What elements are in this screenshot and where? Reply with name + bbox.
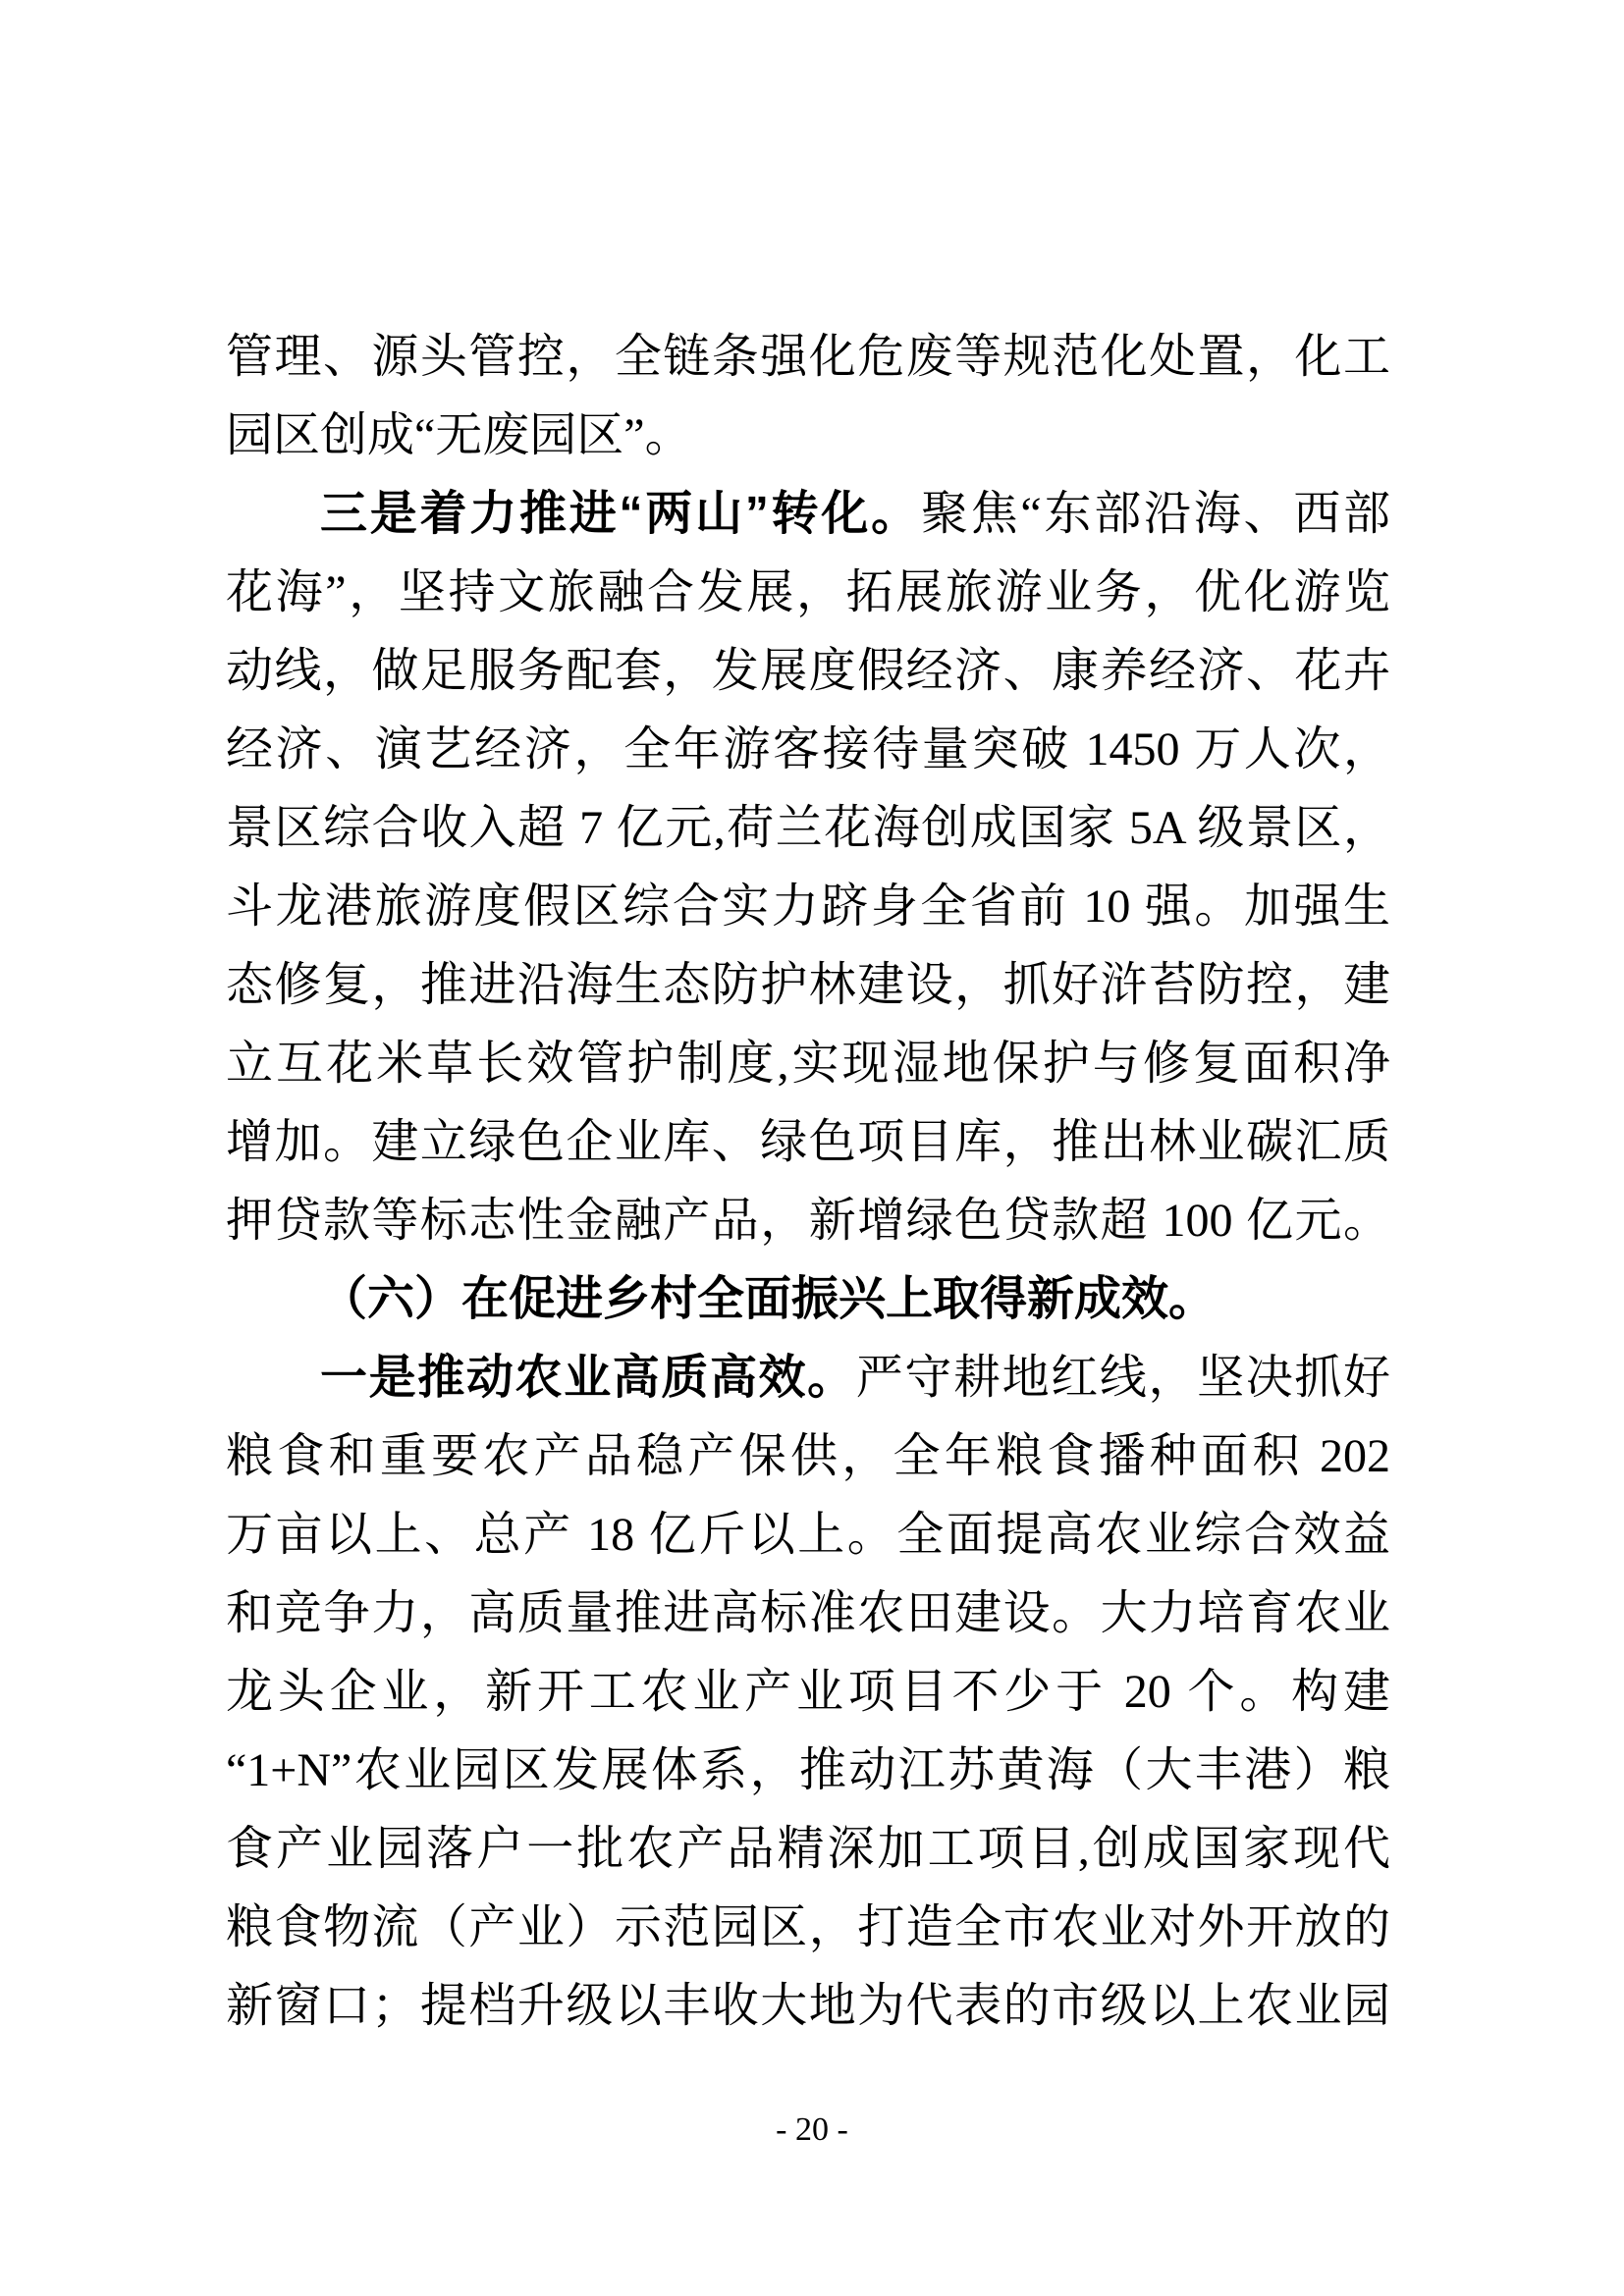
body-text — [226, 318, 1390, 2046]
text-segment: 管理、源头管控，全链条强化危废等规范化处置，化工 — [226, 331, 1390, 383]
text-segment: 花海”，坚持文旅融合发展，拓展旅游业务，优化游览 — [226, 566, 1390, 618]
text-line — [226, 1889, 1390, 1967]
text-line — [226, 554, 1390, 632]
text-line — [226, 632, 1390, 711]
text-segment: 态修复，推进沿海生态防护林建设，抓好浒苔防控，建 — [226, 959, 1390, 1011]
text-segment: 聚焦“东部沿海、西部 — [920, 488, 1390, 540]
text-segment: 粮食和重要农产品稳产保供，全年粮食播种面积 202 — [226, 1430, 1390, 1482]
text-segment: 立互花米草长效管护制度,实现湿地保护与修复面积净 — [226, 1038, 1390, 1090]
text-segment: 龙头企业，新开工农业产业项目不少于 20 个。构建 — [226, 1666, 1390, 1718]
text-segment: 万亩以上、总产 18 亿斤以上。全面提高农业综合效益 — [226, 1509, 1390, 1561]
text-line — [226, 1496, 1390, 1575]
text-line — [226, 397, 1390, 475]
text-segment: 押贷款等标志性金融产品，新增绿色贷款超 100 亿元。 — [226, 1195, 1390, 1247]
text-segment: 园区创成“无废园区”。 — [226, 409, 692, 461]
bold-text-segment: 三是着力推进“两山”转化。 — [320, 488, 921, 540]
text-line — [226, 1967, 1390, 2046]
text-line — [226, 868, 1390, 946]
text-segment: 经济、演艺经济，全年游客接待量突破 1450 万人次， — [226, 723, 1390, 775]
text-line — [226, 1339, 1390, 1417]
text-segment: 增加。建立绿色企业库、绿色项目库，推出林业碳汇质 — [226, 1116, 1390, 1168]
text-line — [226, 1810, 1390, 1889]
page-number: - 20 - — [776, 2111, 848, 2148]
text-line — [226, 475, 1390, 554]
text-line — [226, 946, 1390, 1025]
text-segment: 动线，做足服务配套，发展度假经济、康养经济、花卉 — [226, 645, 1390, 697]
text-segment: “1+N”农业园区发展体系，推动江苏黄海（大丰港）粮 — [226, 1744, 1390, 1796]
text-line — [226, 1732, 1390, 1810]
section-heading-line — [226, 1260, 1390, 1339]
text-line — [226, 1575, 1390, 1653]
text-segment: 粮食物流（产业）示范园区，打造全市农业对外开放的 — [226, 1901, 1390, 1953]
text-segment: 斗龙港旅游度假区综合实力跻身全省前 10 强。加强生 — [226, 881, 1390, 933]
text-segment: 景区综合收入超 7 亿元,荷兰花海创成国家 5A 级景区， — [226, 802, 1390, 854]
text-segment: 新窗口；提档升级以丰收大地为代表的市级以上农业园 — [226, 1980, 1390, 2032]
text-line — [226, 1182, 1390, 1260]
text-line — [226, 711, 1390, 789]
text-segment: 食产业园落户一批农产品精深加工项目,创成国家现代 — [226, 1823, 1390, 1875]
text-line — [226, 1417, 1390, 1496]
text-segment: 严守耕地红线，坚决抓好 — [855, 1352, 1390, 1404]
text-segment: 和竞争力，高质量推进高标准农田建设。大力培育农业 — [226, 1587, 1390, 1639]
text-line — [226, 318, 1390, 397]
text-line — [226, 1103, 1390, 1182]
bold-text-segment: 一是推动农业高质高效。 — [320, 1352, 856, 1404]
text-line — [226, 1025, 1390, 1103]
bold-text-segment: （六）在促进乡村全面振兴上取得新成效。 — [320, 1273, 1217, 1325]
text-line — [226, 1653, 1390, 1732]
text-line — [226, 789, 1390, 868]
